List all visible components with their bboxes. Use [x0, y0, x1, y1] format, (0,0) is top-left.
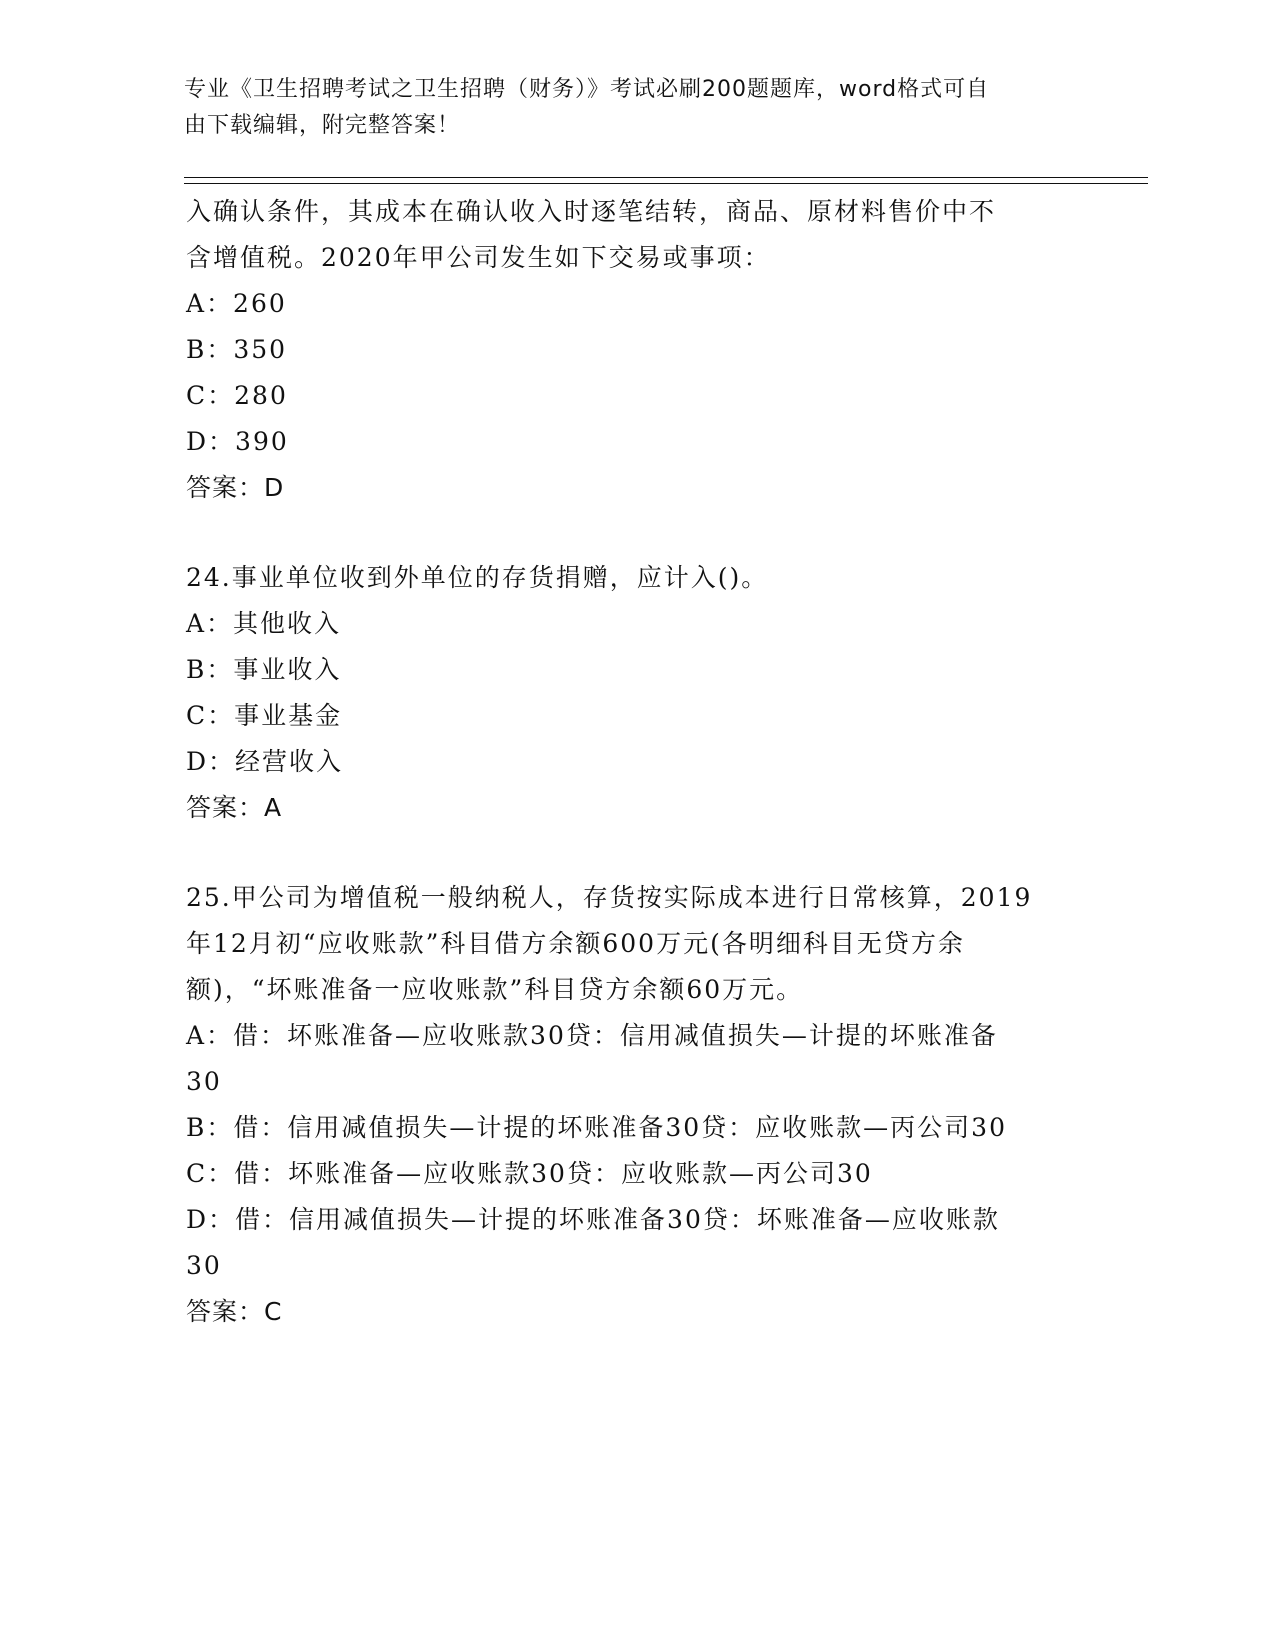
- answer-line: 答案：A: [186, 793, 283, 822]
- question-list: [186, 189, 1086, 1335]
- question-stem-line: 入确认条件，其成本在确认收入时逐笔结转，商品、原材料售价中不: [186, 197, 997, 226]
- option-a: A：260: [186, 289, 287, 318]
- option-c: C：借：坏账准备—应收账款30贷：应收账款—丙公司30: [186, 1159, 873, 1188]
- option-d: D：经营收入: [186, 747, 344, 776]
- option-d-continued: 30: [186, 1251, 222, 1280]
- header-divider-bottom: [184, 183, 1148, 184]
- question-stem-line: 24.事业单位收到外单位的存货捐赠，应计入()。: [186, 563, 769, 592]
- option-c: C：事业基金: [186, 701, 343, 730]
- option-a-continued: 30: [186, 1067, 222, 1096]
- question-stem-line: 额)，“坏账准备一应收账款”科目贷方余额60万元。: [186, 975, 804, 1004]
- header-divider-top: [184, 177, 1148, 178]
- header-line-1: 专业《卫生招聘考试之卫生招聘（财务）》考试必刷200题题库，word格式可自: [184, 77, 990, 102]
- question-25: [186, 875, 1086, 1335]
- answer-line: 答案：C: [186, 1297, 283, 1326]
- option-d: D：390: [186, 427, 289, 456]
- header-line-2: 由下载编辑，附完整答案！: [184, 113, 461, 138]
- question-spacer: [186, 831, 1086, 875]
- question-stem-line: 年12月初“应收账款”科目借方余额600万元(各明细科目无贷方余: [186, 929, 965, 958]
- question-23: [186, 189, 1086, 511]
- question-stem-line: 25.甲公司为增值税一般纳税人，存货按实际成本进行日常核算，2019: [186, 883, 1033, 912]
- option-b: B：350: [186, 335, 288, 364]
- page-header: [184, 72, 1064, 144]
- question-24: [186, 555, 1086, 831]
- answer-line: 答案：D: [186, 473, 285, 502]
- option-d: D：借：信用减值损失—计提的坏账准备30贷：坏账准备—应收账款: [186, 1205, 1000, 1234]
- option-b: B：事业收入: [186, 655, 342, 684]
- question-spacer: [186, 511, 1086, 555]
- question-stem-line: 含增值税。2020年甲公司发生如下交易或事项：: [186, 243, 771, 272]
- option-b: B：借：信用减值损失—计提的坏账准备30贷：应收账款—丙公司30: [186, 1113, 1007, 1142]
- option-a: A：其他收入: [186, 609, 342, 638]
- option-c: C：280: [186, 381, 288, 410]
- option-a: A：借：坏账准备—应收账款30贷：信用减值损失—计提的坏账准备: [186, 1021, 998, 1050]
